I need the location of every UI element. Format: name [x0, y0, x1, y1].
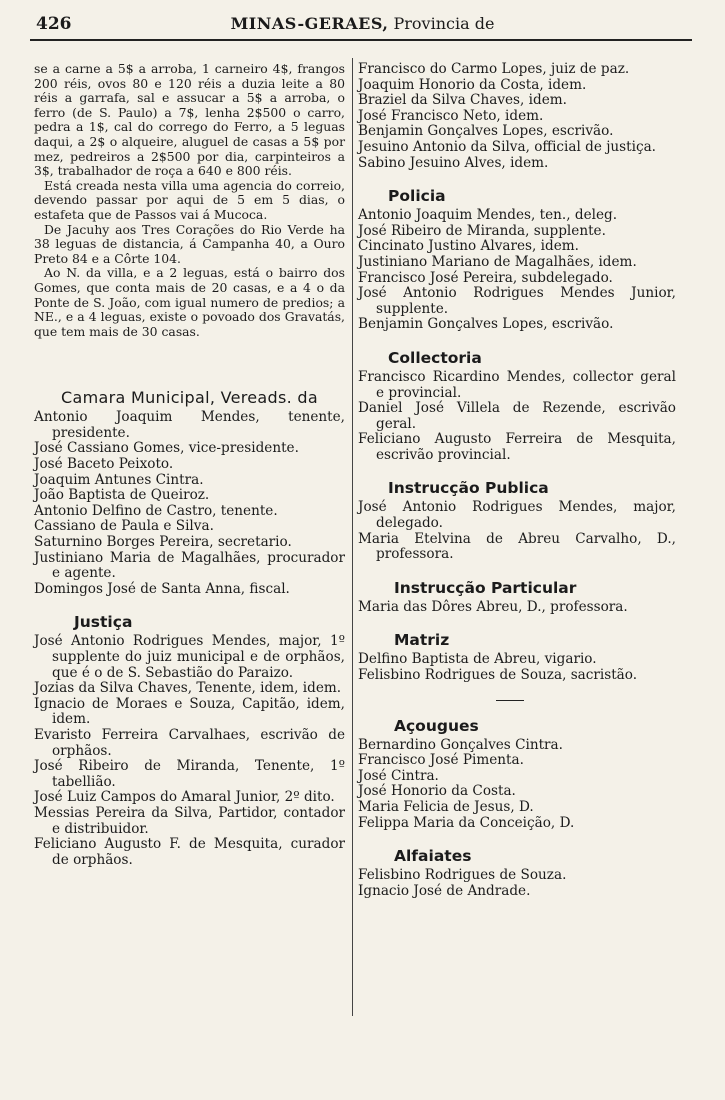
header-rule: [30, 39, 692, 41]
left-column: [34, 62, 345, 868]
intro-paragraph: Ao N. da villa, e a 2 leguas, está o bairro dos Gomes, que conta mais de 20 casas, e a 4 o da Ponte de S. João, com igual numero de predios; a NE., e a 4 leguas, existe o povoado dos Gravatás, que tem mais de 30 casas.: [34, 265, 345, 339]
list-item: Antonio Delfino de Castro, tenente.: [34, 502, 278, 519]
list-item: José Ribeiro de Miranda, Tenente, 1º tabellião.: [34, 758, 345, 790]
justica-heading: Justiça: [74, 613, 133, 632]
list-item: José Luiz Campos do Amaral Junior, 2º dito.: [34, 789, 335, 806]
list-item: Sabino Jesuino Alves, idem.: [358, 154, 549, 171]
list-item: Francisco do Carmo Lopes, juiz de paz.: [358, 61, 630, 77]
running-head-title: MINAS-GERAES,: [230, 14, 389, 33]
list-item: Daniel José Villela de Rezende, escrivão geral.: [358, 400, 676, 432]
list-item: João Baptista de Queiroz.: [34, 487, 210, 504]
list-item: José Antonio Rodrigues Mendes, major, 1º supplente do juiz municipal e de orphãos, que é o de S. Sebastião do Paraizo.: [34, 633, 345, 681]
list-item: Felisbino Rodrigues de Souza, sacristão.: [358, 667, 638, 684]
column-divider: [352, 58, 353, 1016]
running-head-subtitle: Provincia de: [393, 14, 495, 33]
list-item: Antonio Joaquim Mendes, tenente, presidente.: [34, 409, 345, 441]
list-item: José Antonio Rodrigues Mendes, major, delegado.: [358, 499, 676, 532]
section-dash: [496, 700, 524, 701]
list-item: Ignacio de Moraes e Souza, Capitão, idem, idem.: [34, 695, 345, 728]
list-item: Cassiano de Paula e Silva.: [34, 518, 214, 535]
list-item: Joaquim Honorio da Costa, idem.: [358, 76, 587, 93]
list-item: Delfino Baptista de Abreu, vigario.: [358, 651, 597, 668]
list-item: Messias Pereira da Silva, Partidor, contador e distribuidor.: [34, 804, 345, 837]
list-item: Maria das Dôres Abreu, D., professora.: [358, 598, 628, 615]
right-column: [358, 62, 676, 899]
list-item: José Cassiano Gomes, vice-presidente.: [34, 440, 299, 457]
list-item: Antonio Joaquim Mendes, ten., deleg.: [358, 207, 618, 224]
policia-heading: Policia: [388, 187, 446, 206]
collectoria-heading: Collectoria: [388, 348, 482, 367]
list-item: Bernardino Gonçalves Cintra.: [358, 736, 563, 753]
list-item: Maria Felicia de Jesus, D.: [358, 799, 534, 815]
list-item: Benjamin Gonçalves Lopes, escrivão.: [358, 123, 614, 140]
list-item: Francisco José Pereira, subdelegado.: [358, 269, 613, 286]
acougues-heading: Açougues: [394, 716, 479, 735]
list-item: Evaristo Ferreira Carvalhaes, escrivão de orphãos.: [34, 726, 345, 759]
list-item: Cincinato Justino Alvares, idem.: [358, 238, 579, 255]
intro-paragraph: De Jacuhy aos Tres Corações do Rio Verde ha 38 leguas de distancia, á Campanha 40, a Ouro Preto 84 e a Côrte 104.: [34, 221, 345, 266]
list-item: Justiniano Mariano de Magalhães, idem.: [358, 253, 637, 270]
list-item: Felippa Maria da Conceição, D.: [358, 814, 575, 831]
matriz-heading: Matriz: [394, 631, 450, 650]
list-item: Maria Etelvina de Abreu Carvalho, D., professora.: [358, 530, 676, 563]
running-head: [0, 14, 725, 33]
list-item: José Ribeiro de Miranda, supplente.: [358, 222, 606, 239]
list-item: Joaquim Antunes Cintra.: [34, 471, 204, 488]
intro-paragraph: se a carne a 5$ a arroba, 1 carneiro 4$, frangos 200 réis, ovos 80 e 120 réis a duzia leite a 80 réis a garrafa, sal e assucar a 5$ a arroba, o ferro (de S. Paulo) a 7$, lenha 2$500 o carro, pedra a 1$, cal do corrego do Ferro, a 5 leguas daqui, a 2$ o alqueire, aluguel de casas a 5$ por mez, pedreiros a 2$500 por dia, carpinteiros a 3$, trabalhador de roça a 640 e 800 réis.: [34, 61, 345, 179]
list-item: José Baceto Peixoto.: [34, 456, 174, 473]
list-item: Saturnino Borges Pereira, secretario.: [34, 534, 292, 551]
list-item: Jozias da Silva Chaves, Tenente, idem, idem.: [34, 680, 342, 697]
instrucao-particular-heading: Instrucção Particular: [394, 578, 577, 597]
instrucao-publica-heading: Instrucção Publica: [388, 479, 549, 498]
list-item: Jesuino Antonio da Silva, official de justiça.: [358, 138, 657, 155]
intro-paragraph: Está creada nesta villa uma agencia do correio, devendo passar por aqui de 5 em 5 dias, o estafeta que de Passos vai á Mucoca.: [34, 177, 345, 222]
list-item: José Francisco Neto, idem.: [358, 107, 544, 124]
list-item: Benjamin Gonçalves Lopes, escrivão.: [358, 316, 614, 333]
list-item: Francisco José Pimenta.: [358, 752, 524, 769]
alfaiates-heading: Alfaiates: [394, 847, 472, 866]
camara-heading: Camara Municipal, Vereads. da: [61, 388, 318, 408]
list-item: Justiniano Maria de Magalhães, procurador e agente.: [34, 549, 345, 582]
list-item: José Antonio Rodrigues Mendes Junior, supplente.: [358, 285, 676, 317]
list-item: José Cintra.: [358, 767, 439, 784]
list-item: Francisco Ricardino Mendes, collector geral e provincial.: [358, 368, 676, 401]
list-item: Ignacio José de Andrade.: [358, 882, 531, 899]
list-item: Braziel da Silva Chaves, idem.: [358, 92, 567, 109]
list-item: Feliciano Augusto F. de Mesquita, curador de orphãos.: [34, 836, 345, 868]
list-item: Domingos José de Santa Anna, fiscal.: [34, 580, 290, 597]
list-item: Feliciano Augusto Ferreira de Mesquita, escrivão provincial.: [358, 431, 676, 463]
list-item: Felisbino Rodrigues de Souza.: [358, 867, 567, 884]
page-number: 426: [36, 14, 72, 34]
list-item: José Honorio da Costa.: [358, 783, 516, 800]
